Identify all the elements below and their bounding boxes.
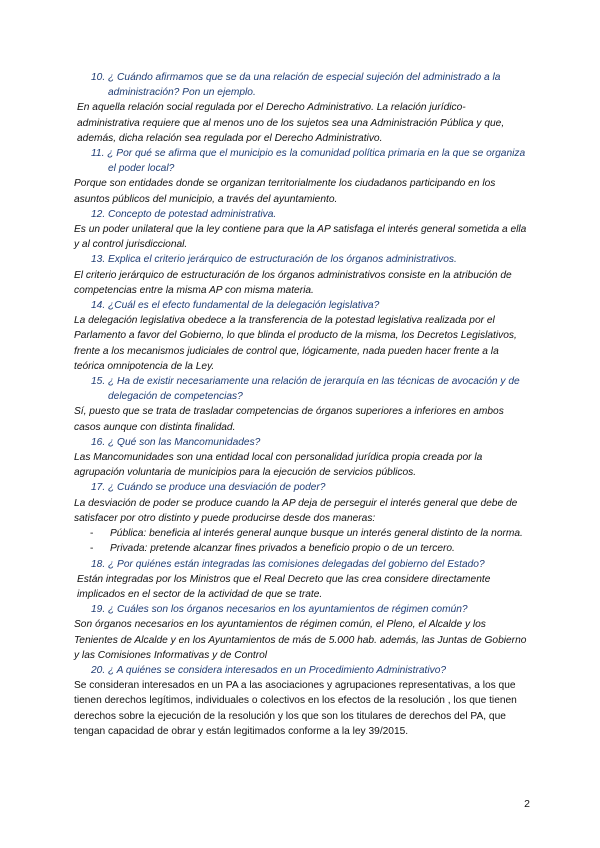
answer-19: Son órganos necesarios en los ayuntamientos de régimen común, el Pleno, el Alcalde y los Tenientes de Alcalde y en los Ayuntamientos de más de 5.000 hab. además, las Juntas de Gobierno y las Comisiones Informativas y de Control — [74, 619, 527, 661]
question-20: 20. ¿ A quiénes se considera interesados en un Procedimiento Administrativo? — [91, 664, 447, 676]
question-10: 10. ¿ Cuándo afirmamos que se da una relación de especial sujeción del administrado a la administración? Pon un ejemplo. — [91, 72, 501, 99]
question-14: 14. ¿Cuál es el efecto fundamental de la delegación legislativa? — [91, 300, 380, 312]
page-number: 2 — [524, 798, 530, 810]
question-11: 11. ¿ Por qué se afirma que el municipio es la comunidad política primaria en la que se organiza el poder local? — [91, 148, 526, 175]
bullet-text: Pública: beneficia al interés general aunque busque un interés general distinto de la norma. — [110, 528, 523, 540]
question-17: 17. ¿ Cuándo se produce una desviación de poder? — [91, 482, 326, 494]
bullet-text: Privada: pretende alcanzar fines privados a beneficio propio o de un tercero. — [110, 543, 455, 555]
question-18: 18. ¿ Por quiénes están integradas las comisiones delegadas del gobierno del Estado? — [91, 558, 485, 570]
question-15: 15. ¿ Ha de existir necesariamente una relación de jerarquía en las técnicas de avocación y de delegación de competencias? — [91, 376, 520, 403]
answer-20: Se consideran interesados en un PA a las asociaciones y agrupaciones representativas, a los que tienen derechos legítimos, individuales o colectivos en los efectos de la resolución , los que tienen derechos sobre la ejecución de la resolución y los que son los titulares de derechos del PA, que tengan capacidad de obrar y están legitimados conforme a la ley 39/2015. — [74, 680, 517, 737]
question-16: 16. ¿ Qué son las Mancomunidades? — [91, 436, 261, 448]
dash-marker: - — [90, 543, 94, 555]
answer-17-bullet-publica — [74, 526, 528, 541]
answer-13: El criterio jerárquico de estructuración de los órganos administrativos consiste en la atribución de competencias entre la misma AP con misma materia. — [74, 269, 512, 296]
answer-17: La desviación de poder se produce cuando la AP deja de perseguir el interés general que debe de satisfacer por otro distinto y puede producirse desde dos maneras: — [74, 497, 518, 524]
answer-11: Porque son entidades donde se organizan territorialmente los ciudadanos participando en los asuntos públicos del municipio, a través del ayuntamiento. — [74, 178, 496, 205]
dash-marker: - — [90, 528, 94, 540]
answer-16: Las Mancomunidades son una entidad local con personalidad jurídica propia creada por la agrupación voluntaria de municipios para la ejecución de servicios públicos. — [74, 452, 483, 479]
answer-14: La delegación legislativa obedece a la transferencia de la potestad legislativa realizada por el Parlamento a favor del Gobierno, lo que blinda el producto de la misma, los Decretos Legislativos, frente a los mecanismos judiciales de control que, lógicamente, nada pueden hacer frente a la teórica omnipotencia de la Ley. — [74, 315, 517, 372]
answer-18: Están integradas por los Ministros que el Real Decreto que las crea considere directamente implicados en el sector de la actividad de que se trate. — [77, 573, 491, 600]
question-13: 13. Explica el criterio jerárquico de estructuración de los órganos administrativos. — [91, 254, 457, 266]
question-19: 19. ¿ Cuáles son los órganos necesarios en los ayuntamientos de régimen común? — [91, 604, 468, 616]
answer-17-bullet-privada — [74, 541, 528, 556]
answer-10: En aquella relación social regulada por el Derecho Administrativo. La relación jurídico-administrativa requiere que al menos uno de los sujetos sea una Administración Pública y que, además, dicha relación sea regulada por el Derecho Administrativo. — [77, 102, 505, 144]
answer-12: Es un poder unilateral que la ley contiene para que la AP satisfaga el interés general sometida a ella y al control jurisdiccional. — [74, 224, 527, 251]
answer-15: Sí, puesto que se trata de trasladar competencias de órganos superiores a inferiores en ambos casos aunque con distinta finalidad. — [74, 406, 504, 433]
question-12: 12. Concepto de potestad administrativa. — [91, 208, 277, 220]
